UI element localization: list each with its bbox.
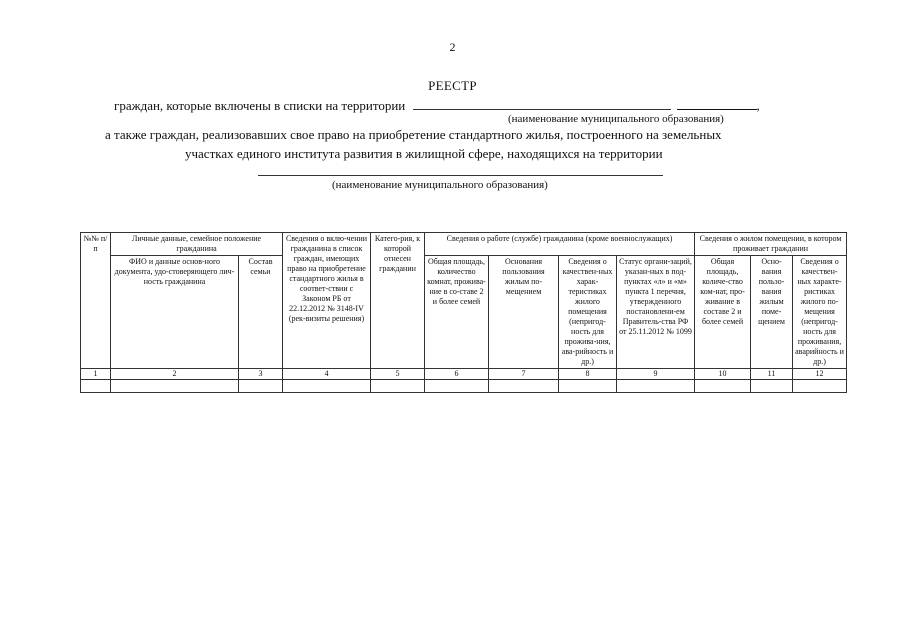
header-housing: Сведения о жилом помещении, в котором проживает гражданин — [695, 233, 847, 256]
header-work-area: Общая площадь, количество комнат, прожива-ние в со-ставе 2 и более семей — [425, 256, 489, 369]
empty-cell — [559, 380, 617, 393]
header-family: Состав семьи — [239, 256, 283, 369]
column-number-row — [81, 369, 847, 380]
header-num: №№ п/п — [81, 233, 111, 369]
header-personal: Личные данные, семейное положение гражданина — [111, 233, 283, 256]
empty-cell — [751, 380, 793, 393]
territory-blank-2 — [677, 98, 757, 110]
column-number: 12 — [793, 369, 847, 380]
empty-cell — [793, 380, 847, 393]
empty-cell — [239, 380, 283, 393]
column-number: 4 — [283, 369, 371, 380]
line-3: участках единого института развития в жилищной сфере, находящихся на территории — [185, 146, 663, 161]
header-inclusion: Сведения о вклю-чении гражданина в список граждан, имеющих право на приобретение стандартного жилья в соответ-ствии с Законом РБ от 22.12.2012 № 3148-IV (рек-визиты решения) — [283, 233, 371, 369]
line-1-text: граждан, которые включены в списки на территории — [114, 98, 406, 113]
registry-table — [80, 232, 847, 393]
document-title: РЕЕСТР — [428, 78, 477, 93]
column-number: 6 — [425, 369, 489, 380]
column-number: 11 — [751, 369, 793, 380]
line-2: а также граждан, реализовавших свое право на приобретение стандартного жилья, построенного на земельных — [105, 127, 722, 142]
column-number: 1 — [81, 369, 111, 380]
column-number: 2 — [111, 369, 239, 380]
header-housing-basis: Осно-вания пользо-вания жилым поме-щением — [751, 256, 793, 369]
empty-cell — [617, 380, 695, 393]
territory-blank-1 — [413, 98, 671, 110]
header-work-basis: Основания пользования жилым по-мещением — [489, 256, 559, 369]
header-row-2 — [81, 256, 847, 369]
header-work-status: Статус органи-заций, указан-ных в под-пунктах «л» и «м» пункта 1 перечня, утвержденного постановлени-ем Правитель-ства РФ от 25.11.2012 № 1099 — [617, 256, 695, 369]
column-number: 10 — [695, 369, 751, 380]
column-number: 7 — [489, 369, 559, 380]
column-number: 9 — [617, 369, 695, 380]
header-work: Сведения о работе (службе) гражданина (кроме военнослужащих) — [425, 233, 695, 256]
line-4-caption: (наименование муниципального образования) — [332, 179, 548, 191]
empty-data-row — [81, 380, 847, 393]
empty-cell — [695, 380, 751, 393]
header-row-1 — [81, 233, 847, 256]
header-fio: ФИО и данные основ-ного документа, удо-стоверяющего лич-ность гражданина — [111, 256, 239, 369]
header-work-quality: Сведения о качествен-ных харак-теристиках жилого помещения (непригод-ность для прожива-ния, ава-рийность и др.) — [559, 256, 617, 369]
empty-cell — [371, 380, 425, 393]
line-1-comma: , — [756, 98, 760, 113]
empty-cell — [81, 380, 111, 393]
line-1 — [114, 98, 760, 114]
line-1-caption: (наименование муниципального образования) — [508, 113, 724, 125]
column-number: 5 — [371, 369, 425, 380]
header-housing-area: Общая площадь, количе-ство ком-нат, про-живание в составе 2 и более семей — [695, 256, 751, 369]
empty-cell — [489, 380, 559, 393]
territory-rule — [258, 175, 663, 176]
column-number: 8 — [559, 369, 617, 380]
empty-cell — [425, 380, 489, 393]
header-category: Катего-рия, к которой отнесен гражданин — [371, 233, 425, 369]
header-housing-quality: Сведения о качествен-ных характе-ристиках жилого по-мещения (непригод-ность для проживания, аварийность и др.) — [793, 256, 847, 369]
empty-cell — [283, 380, 371, 393]
column-number: 3 — [239, 369, 283, 380]
empty-cell — [111, 380, 239, 393]
page-number: 2 — [449, 40, 456, 54]
